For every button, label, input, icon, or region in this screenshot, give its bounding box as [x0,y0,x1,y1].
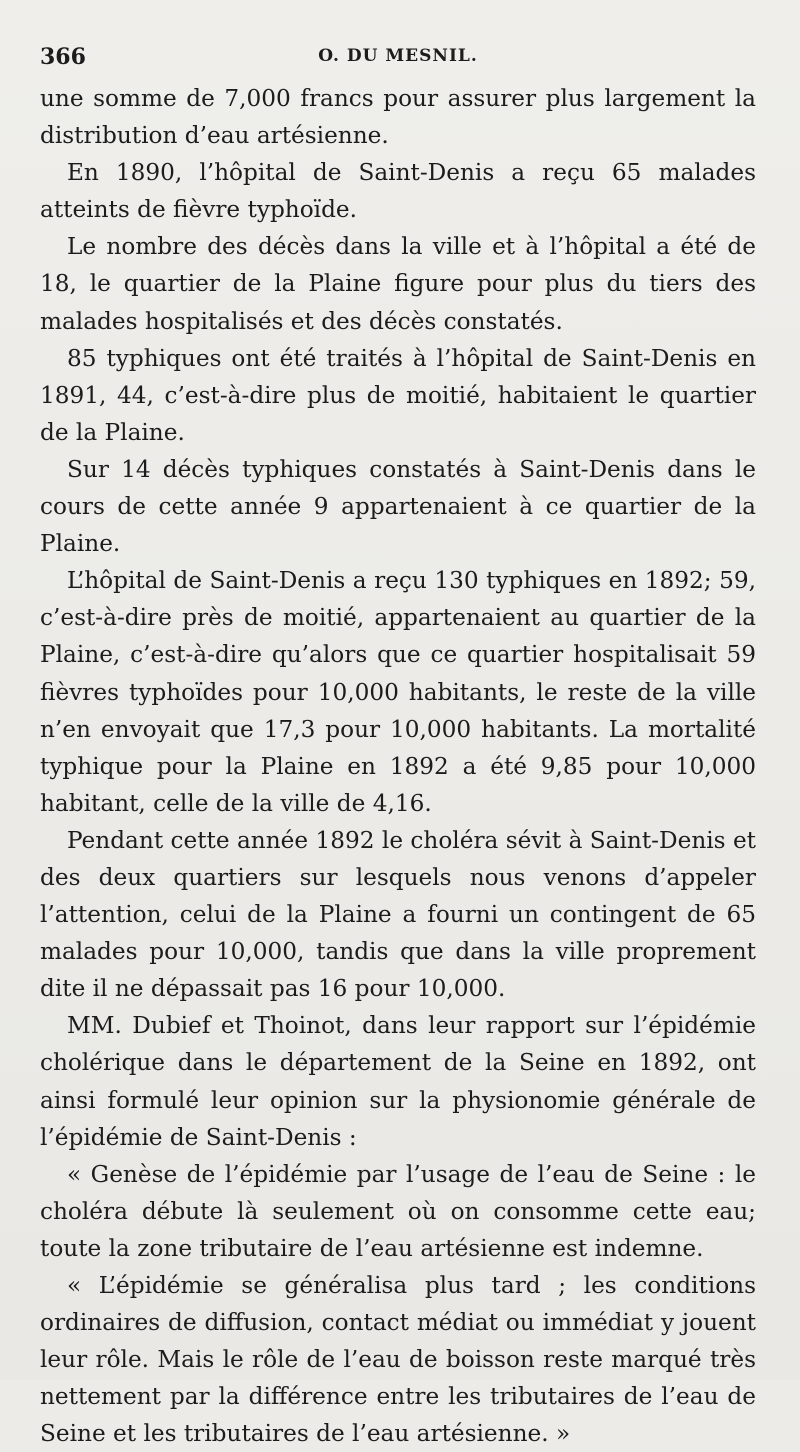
page-number: 366 [40,44,86,70]
paragraph: MM. Dubief et Thoinot, dans leur rapport sur l’épidémie cholérique dans le département de la Seine en 1892, ont ainsi formulé leur opinion sur la physionomie générale de l’épidémie de Saint-Denis : [40,1012,756,1151]
paragraph: 85 typhiques ont été traités à l’hôpital de Saint-Denis en 1891, 44, c’est-à-dire plus de moitié, habitaient le quartier de la Plaine. [40,344,756,446]
quote-paragraph: « L’épidémie se généralisa plus tard ; les conditions ordinaires de diffusion, contact médiat ou immédiat y jouent leur rôle. Mais le rôle de l’eau de boisson reste marqué très nettement par la différence entre les tributaires de l’eau de Seine et les tributaires de l’eau artésienne. » [40,1272,756,1448]
running-head [40,36,756,80]
paragraph-continuation: une somme de 7,000 francs pour assurer plus largement la distribution d’eau artésienne. [40,85,756,150]
paragraph: L’hôpital de Saint-Denis a reçu 130 typhiques en 1892; 59, c’est-à-dire près de moitié, appartenaient au quartier de la Plaine, c’est-à-dire qu’alors que ce quartier hospitalisait 59 fièvres typhoïdes pour 10,000 habitants, le reste de la ville n’en envoyait que 17,3 pour 10,000 habitants. La mortalité typhique pour la Plaine en 1892 a été 9,85 pour 10,000 habitant, celle de la ville de 4,16. [40,567,756,817]
quote-paragraph: « Genèse de l’épidémie par l’usage de l’eau de Seine : le choléra débute là seulement où on consomme cette eau; toute la zone tributaire de l’eau artésienne est indemne. [40,1160,756,1262]
paragraph: En 1890, l’hôpital de Saint-Denis a reçu 65 malades atteints de fièvre typhoïde. [40,159,756,224]
paragraph: Le nombre des décès dans la ville et à l’hôpital a été de 18, le quartier de la Plaine figure pour plus du tiers des malades hospitalisés et des décès constatés. [40,233,756,335]
paragraph: Sur 14 décès typhiques constatés à Saint-Denis dans le cours de cette année 9 appartenaient à ce quartier de la Plaine. [40,455,756,558]
body-text [40,80,756,1452]
paragraph: Pendant cette année 1892 le choléra sévit à Saint-Denis et des deux quartiers sur lesquels nous venons d’appeler l’attention, celui de la Plaine a fourni un contingent de 65 malades pour 10,000, tandis que dans la ville proprement dite il ne dépassait pas 16 pour 10,000. [40,826,756,1003]
running-title: O. DU MESNIL. [318,46,478,66]
